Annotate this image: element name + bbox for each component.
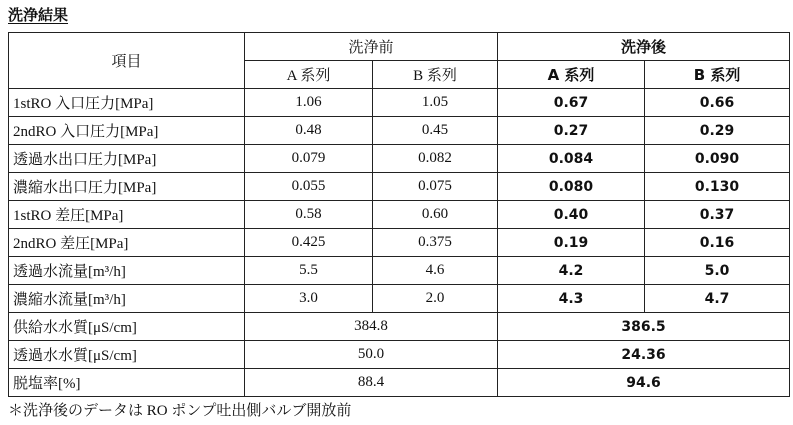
cell-pre-series-a: 0.055 <box>245 173 373 201</box>
section-title: 洗浄結果 <box>8 6 69 24</box>
cell-pre-series-b: 0.375 <box>373 229 498 257</box>
row-label: 濃縮水出口圧力[MPa] <box>9 173 245 201</box>
cell-pre-series-b: 0.082 <box>373 145 498 173</box>
cell-post-series-b: 5.0 <box>645 257 790 285</box>
cell-pre-series-a: 1.06 <box>245 89 373 117</box>
cell-post-series-b: 4.7 <box>645 285 790 313</box>
cell-pre-series-a: 3.0 <box>245 285 373 313</box>
header-item: 項目 <box>9 33 245 89</box>
row-label: 濃縮水流量[m³/h] <box>9 285 245 313</box>
table-row <box>9 89 790 117</box>
table-body <box>9 89 790 397</box>
cell-post-merged: 24.36 <box>498 341 790 369</box>
header-pre-series-a: A 系列 <box>245 61 373 89</box>
cell-pre-merged: 50.0 <box>245 341 498 369</box>
table-row <box>9 369 790 397</box>
cell-pre-series-b: 0.60 <box>373 201 498 229</box>
cell-pre-series-b: 0.45 <box>373 117 498 145</box>
header-post-cleaning: 洗浄後 <box>498 33 790 61</box>
cell-post-series-b: 0.37 <box>645 201 790 229</box>
header-row-groups <box>9 33 790 61</box>
row-label: 脱塩率[%] <box>9 369 245 397</box>
row-label: 2ndRO 差圧[MPa] <box>9 229 245 257</box>
table-row <box>9 257 790 285</box>
table-row <box>9 201 790 229</box>
table-row <box>9 117 790 145</box>
footnote: ＊洗浄後のデータは RO ポンプ吐出側バルブ開放前 <box>8 403 352 419</box>
cell-pre-series-b: 4.6 <box>373 257 498 285</box>
row-label: 透過水流量[m³/h] <box>9 257 245 285</box>
cell-post-series-b: 0.090 <box>645 145 790 173</box>
cell-post-series-a: 0.080 <box>498 173 645 201</box>
cell-post-series-a: 0.67 <box>498 89 645 117</box>
cell-pre-series-a: 0.58 <box>245 201 373 229</box>
cell-post-series-a: 0.084 <box>498 145 645 173</box>
header-pre-series-b: B 系列 <box>373 61 498 89</box>
table-row <box>9 229 790 257</box>
cell-post-series-b: 0.66 <box>645 89 790 117</box>
row-label: 透過水水質[μS/cm] <box>9 341 245 369</box>
cell-post-series-a: 0.40 <box>498 201 645 229</box>
row-label: 供給水水質[μS/cm] <box>9 313 245 341</box>
row-label: 2ndRO 入口圧力[MPa] <box>9 117 245 145</box>
cell-pre-merged: 88.4 <box>245 369 498 397</box>
cell-post-series-a: 0.19 <box>498 229 645 257</box>
cleaning-results-table <box>8 32 790 397</box>
cell-post-series-b: 0.130 <box>645 173 790 201</box>
cell-pre-series-a: 0.425 <box>245 229 373 257</box>
cell-pre-series-b: 0.075 <box>373 173 498 201</box>
cell-pre-series-a: 0.079 <box>245 145 373 173</box>
header-post-series-b: B 系列 <box>645 61 790 89</box>
row-label: 1stRO 差圧[MPa] <box>9 201 245 229</box>
table-row <box>9 285 790 313</box>
header-post-series-a: A 系列 <box>498 61 645 89</box>
cell-pre-series-a: 5.5 <box>245 257 373 285</box>
table-row <box>9 341 790 369</box>
cell-pre-merged: 384.8 <box>245 313 498 341</box>
cell-post-series-a: 0.27 <box>498 117 645 145</box>
table-row <box>9 313 790 341</box>
table-row <box>9 145 790 173</box>
row-label: 1stRO 入口圧力[MPa] <box>9 89 245 117</box>
cell-post-merged: 94.6 <box>498 369 790 397</box>
cell-pre-series-b: 2.0 <box>373 285 498 313</box>
cell-pre-series-b: 1.05 <box>373 89 498 117</box>
cell-post-merged: 386.5 <box>498 313 790 341</box>
cell-pre-series-a: 0.48 <box>245 117 373 145</box>
cell-post-series-a: 4.3 <box>498 285 645 313</box>
cell-post-series-b: 0.29 <box>645 117 790 145</box>
table-row <box>9 173 790 201</box>
cell-post-series-a: 4.2 <box>498 257 645 285</box>
header-pre-cleaning: 洗浄前 <box>245 33 498 61</box>
row-label: 透過水出口圧力[MPa] <box>9 145 245 173</box>
cell-post-series-b: 0.16 <box>645 229 790 257</box>
